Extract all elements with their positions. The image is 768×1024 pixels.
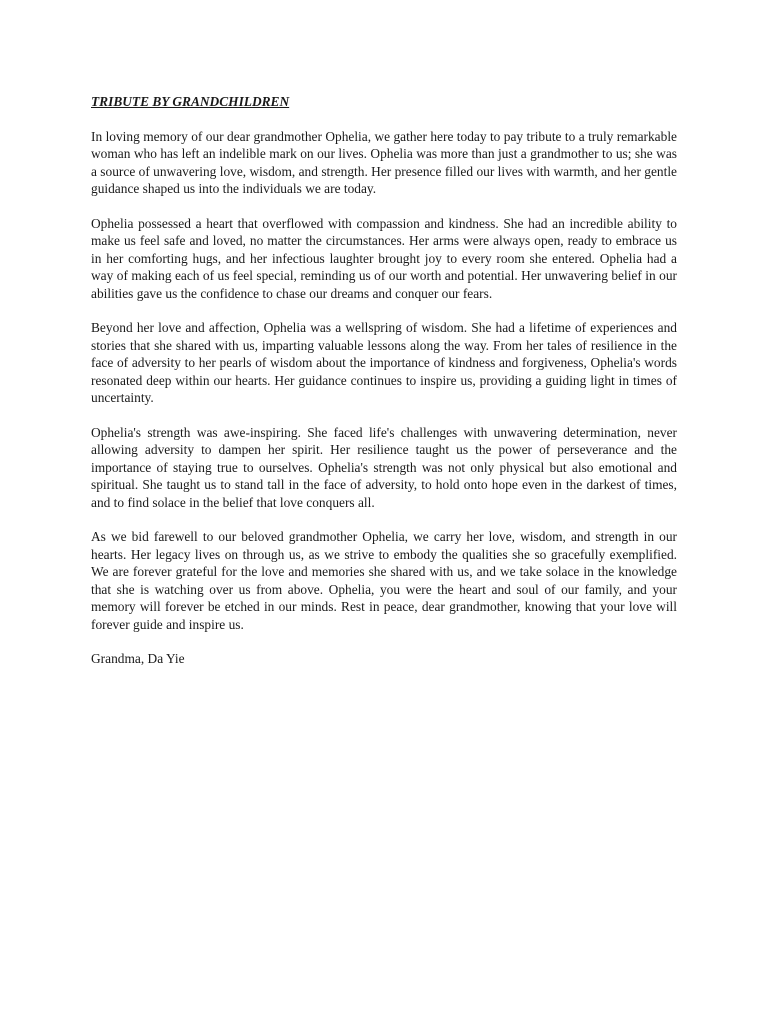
document-body: [91, 93, 677, 668]
document-title: TRIBUTE BY GRANDCHILDREN: [91, 94, 290, 109]
paragraph-4: Ophelia's strength was awe-inspiring. She faced life's challenges with unwavering determination, never allowing adversity to dampen her spirit. Her resilience taught us the power of perseverance and the importance of staying true to ourselves. Ophelia's strength was not only physical but also emotional and spiritual. She taught us to stand tall in the face of adversity, to hold onto hope even in the darkest of times, and to find solace in the belief that love conquers all.: [91, 424, 677, 510]
paragraph-1: In loving memory of our dear grandmother Ophelia, we gather here today to pay tribute to a truly remarkable woman who has left an indelible mark on our lives. Ophelia was more than just a grandmother to us; she was a source of unwavering love, wisdom, and strength. Her presence filled our lives with warmth, and her gentle guidance shaped us into the individuals we are today.: [91, 128, 677, 196]
paragraph-2: Ophelia possessed a heart that overflowed with compassion and kindness. She had an incredible ability to make us feel safe and loved, no matter the circumstances. Her arms were always open, ready to embrace us in her comforting hugs, and her infectious laughter brought joy to every room she entered. Ophelia had a way of making each of us feel special, reminding us of our worth and potential. Her unwavering belief in our abilities gave us the confidence to chase our dreams and conquer our fears.: [91, 215, 677, 301]
paragraph-5: As we bid farewell to our beloved grandmother Ophelia, we carry her love, wisdom, and strength in our hearts. Her legacy lives on through us, as we strive to embody the qualities she so gracefully exemplified. We are forever grateful for the love and memories she shared with us, and we take solace in the knowledge that she is watching over us from above. Ophelia, you were the heart and soul of our family, and your memory will forever be etched in our minds. Rest in peace, dear grandmother, knowing that your love will forever guide and inspire us.: [91, 529, 677, 632]
signature: Grandma, Da Yie: [91, 651, 185, 666]
paragraph-3: Beyond her love and affection, Ophelia was a wellspring of wisdom. She had a lifetime of experiences and stories that she shared with us, imparting valuable lessons along the way. From her tales of resilience in the face of adversity to her pearls of wisdom about the importance of kindness and forgiveness, Ophelia's words resonated deep within our hearts. Her guidance continues to inspire us, providing a guiding light in times of uncertainty.: [91, 320, 677, 405]
